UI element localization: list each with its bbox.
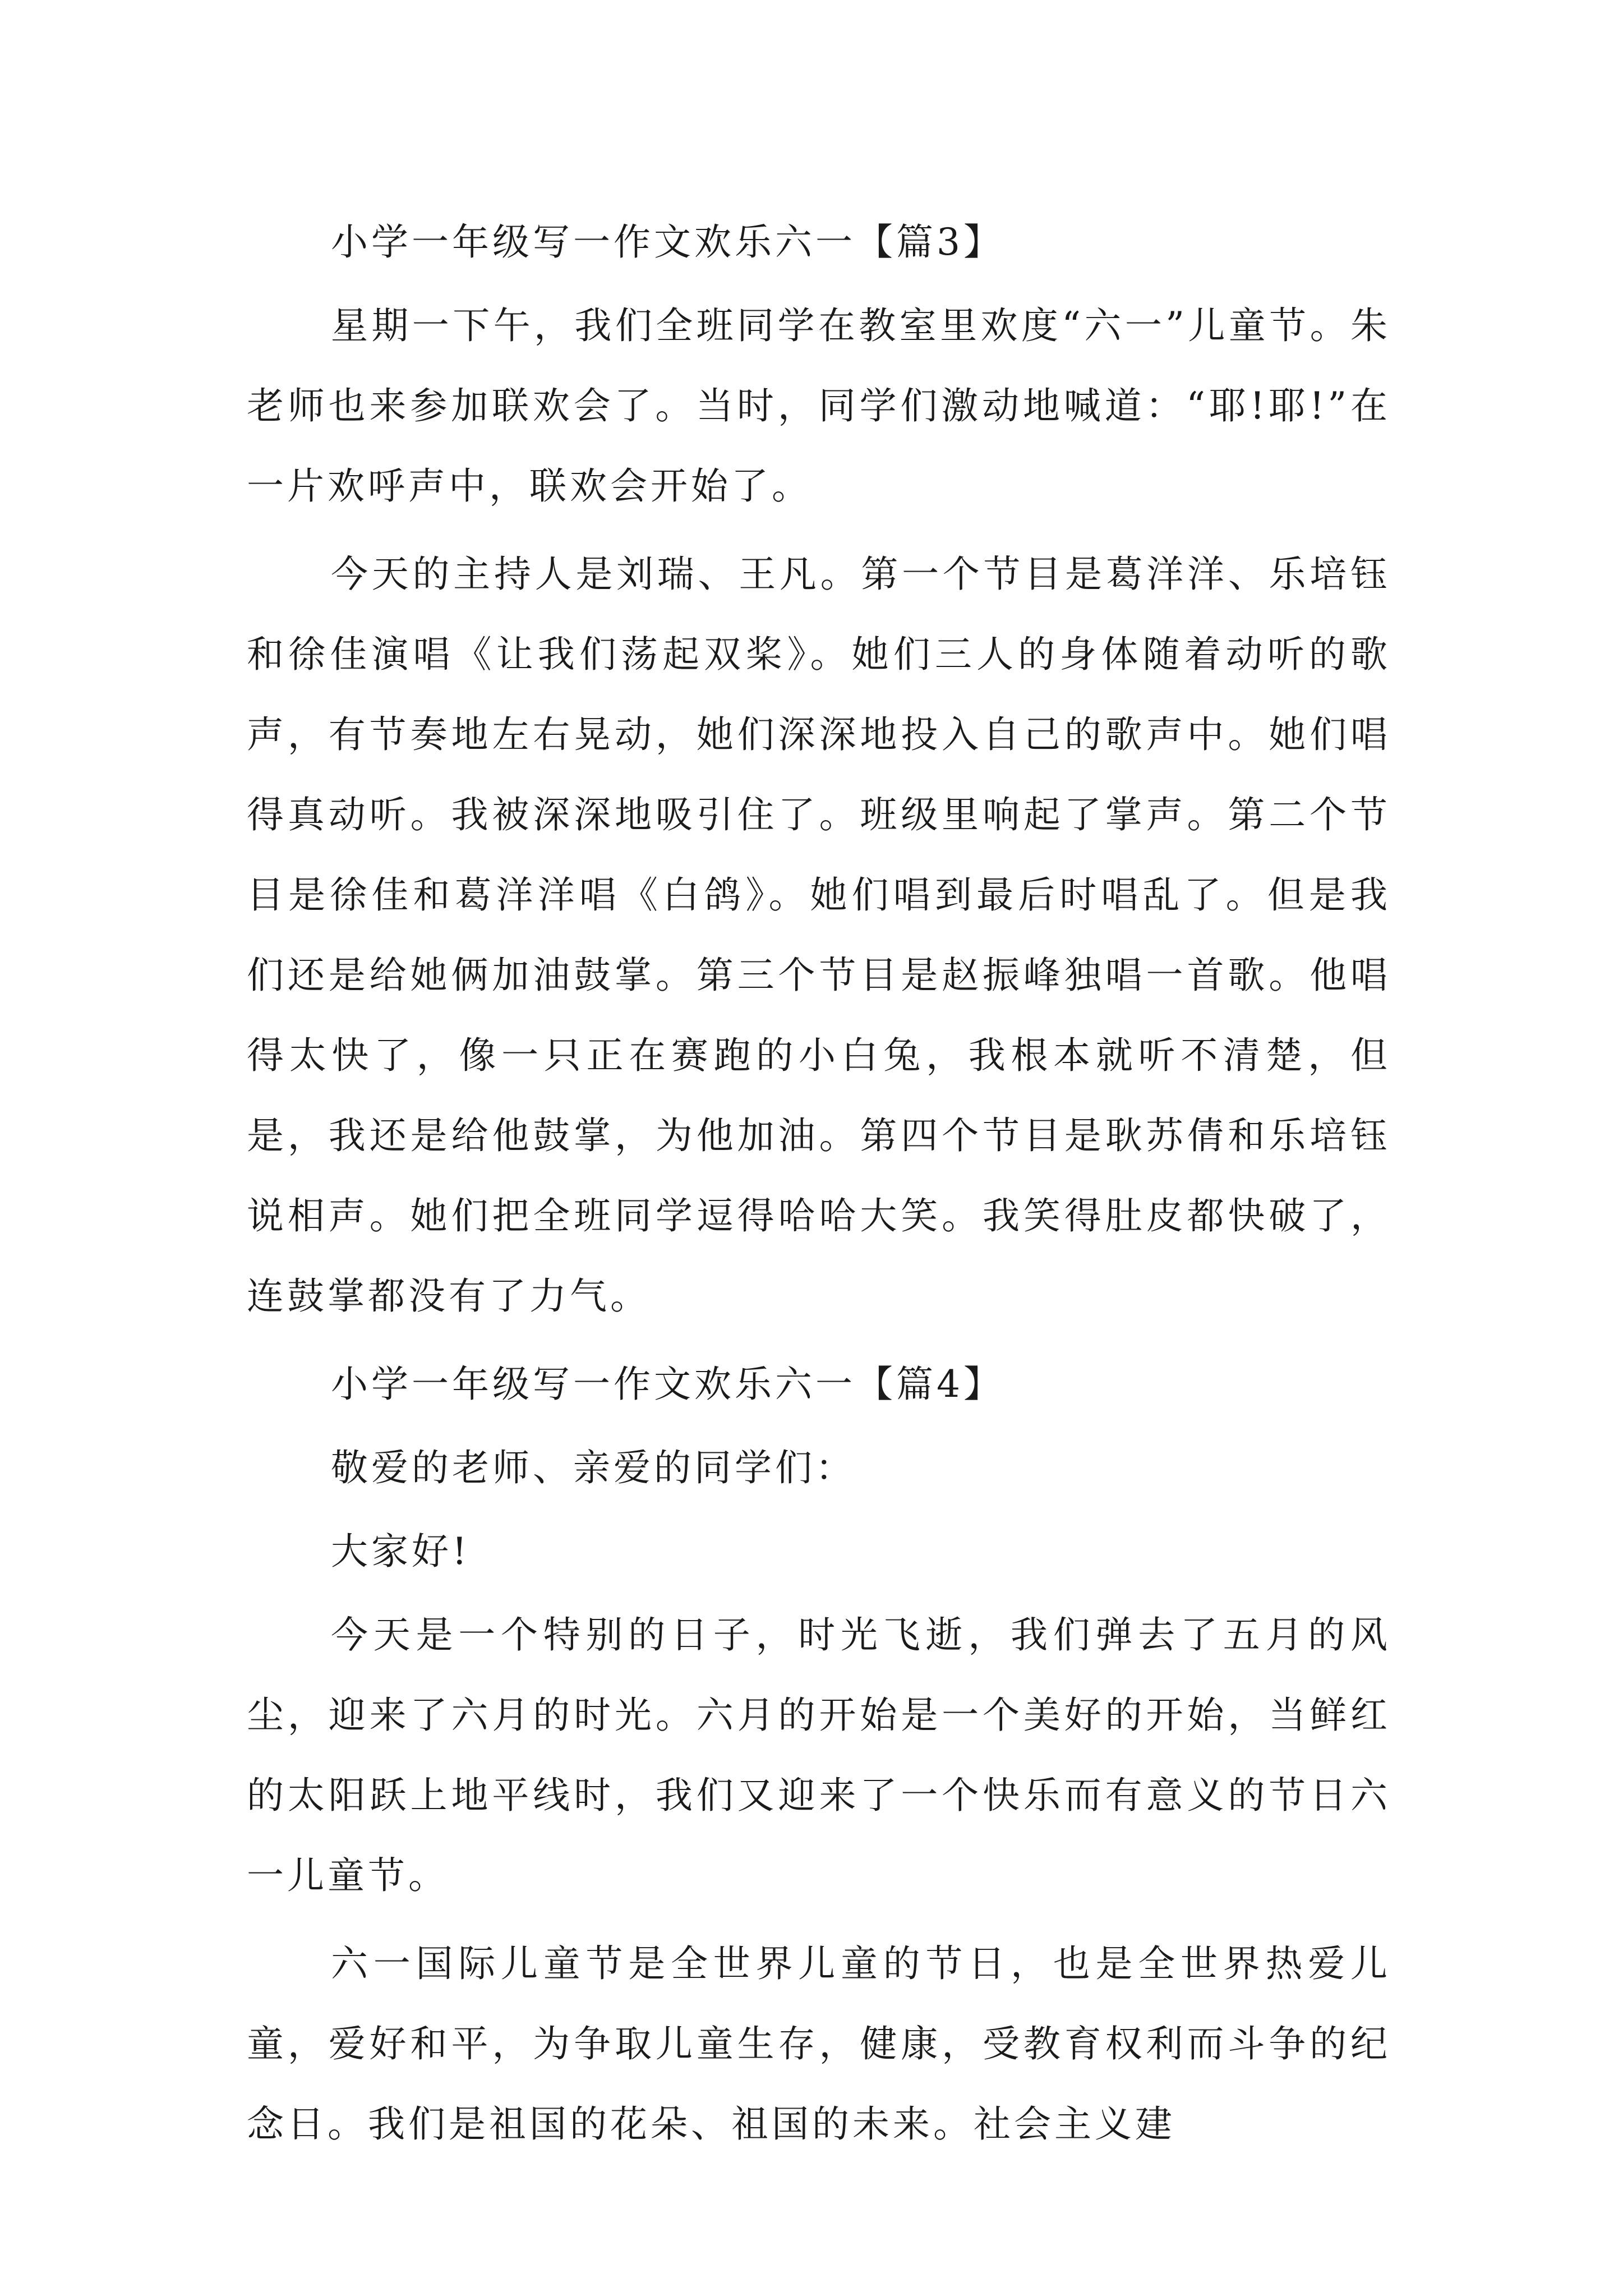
- salutation: 敬爱的老师、亲爱的同学们：: [331, 1446, 856, 1489]
- document-body: [247, 202, 1391, 2172]
- greeting: 大家好!: [331, 1530, 471, 1573]
- section-heading-4: 小学一年级写一作文欢乐六一【篇4】: [331, 1363, 1004, 1406]
- paragraph: 今天是一个特别的日子，时光飞逝，我们弹去了五月的风尘，迎来了六月的时光。六月的开始是一个美好的开始，当鲜红的太阳跃上地平线时，我们又迎来了一个快乐而有意义的节日六一儿童节。: [247, 1613, 1391, 1897]
- paragraph: 今天的主持人是刘瑞、王凡。第一个节目是葛洋洋、乐培钰和徐佳演唱《让我们荡起双桨》。她们三人的身体随着动听的歌声，有节奏地左右晃动，她们深深地投入自己的歌声中。她们唱得真动听。我被深深地吸引住了。班级里响起了掌声。第二个节目是徐佳和葛洋洋唱《白鸽》。她们唱到最后时唱乱了。但是我们还是给她俩加油鼓掌。第三个节目是赵振峰独唱一首歌。他唱得太快了，像一只正在赛跑的小白兔，我根本就听不清楚，但是，我还是给他鼓掌，为他加油。第四个节目是耿苏倩和乐培钰说相声。她们把全班同学逗得哈哈大笑。我笑得肚皮都快破了，连鼓掌都没有了力气。: [247, 553, 1391, 1318]
- paragraph: 六一国际儿童节是全世界儿童的节日，也是全世界热爱儿童，爱好和平，为争取儿童生存，健康，受教育权利而斗争的纪念日。我们是祖国的花朵、祖国的未来。社会主义建: [247, 1942, 1391, 2146]
- paragraph: 星期一下午，我们全班同学在教室里欢度“六一”儿童节。朱老师也来参加联欢会了。当时，同学们激动地喊道：“耶!耶!”在一片欢呼声中，联欢会开始了。: [247, 304, 1391, 508]
- section-heading-3: 小学一年级写一作文欢乐六一【篇3】: [331, 220, 1004, 264]
